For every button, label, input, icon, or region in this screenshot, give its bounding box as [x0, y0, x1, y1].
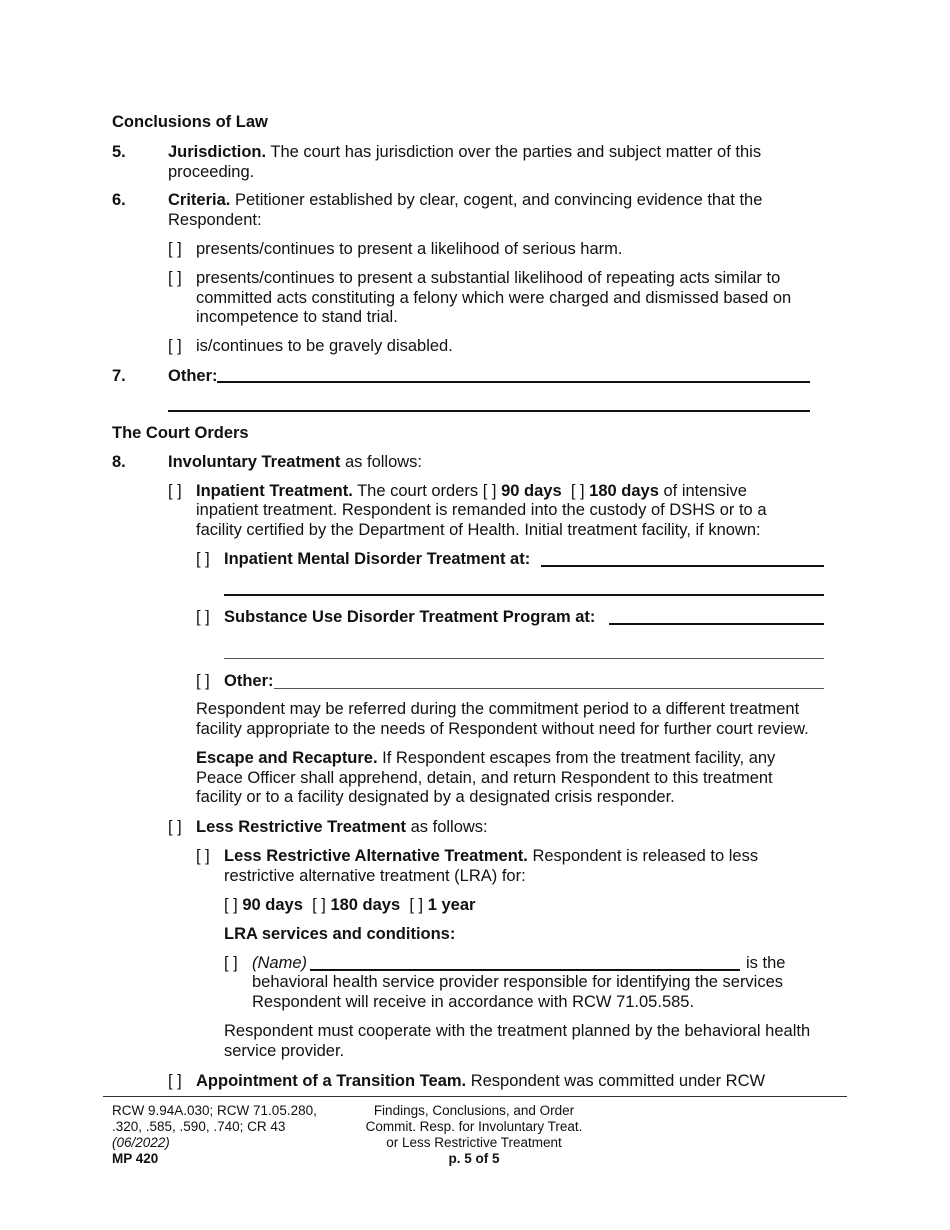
footer-title-line3: or Less Restrictive Treatment [386, 1135, 562, 1150]
lra-180-days: 180 days [330, 896, 401, 914]
criteria-harm-text: presents/continues to present a likelihood of serious harm. [196, 240, 623, 258]
lra-paragraph [224, 847, 794, 886]
item-7-other-field-line2[interactable] [168, 410, 810, 412]
mental-facility-field-line2[interactable] [224, 594, 824, 596]
inpatient-checkbox[interactable]: [ ] [168, 482, 182, 500]
cooperate-text: Respondent must cooperate with the treatment planned by the behavioral health service provider. [224, 1022, 811, 1060]
inpatient-180-checkbox[interactable]: [ ] [570, 482, 585, 500]
inpatient-label: Inpatient Treatment. [196, 482, 353, 500]
transition-checkbox[interactable]: [ ] [168, 1072, 182, 1090]
provider-checkbox[interactable]: [ ] [224, 954, 238, 972]
lra-checkbox[interactable]: [ ] [196, 847, 210, 865]
escape-label: Escape and Recapture. [196, 749, 378, 767]
provider-name-field[interactable] [310, 969, 740, 971]
item-8-label: Involuntary Treatment [168, 453, 341, 471]
inpatient-text-c: inpatient treatment. Respondent is remanded into the custody of DSHS or to a facility certified by the Department of Health. Initial treatment facility, if known: [196, 501, 767, 539]
footer-center [324, 1103, 624, 1167]
less-restrictive-label: Less Restrictive Treatment [196, 818, 407, 836]
provider-name-suffix: is the [746, 954, 786, 972]
substance-facility-field-line2[interactable] [224, 658, 824, 659]
less-restrictive-text: as follows: [410, 818, 488, 836]
substance-checkbox[interactable]: [ ] [196, 608, 210, 626]
conclusions-heading: Conclusions of Law [112, 113, 268, 131]
transition-label: Appointment of a Transition Team. [196, 1072, 467, 1090]
provider-name-label: (Name) [252, 954, 308, 972]
inpatient-90-days: 90 days [501, 482, 562, 500]
item-6-number: 6. [112, 191, 126, 209]
item-5-number: 5. [112, 143, 126, 161]
substance-label: Substance Use Disorder Treatment Program at: [224, 608, 596, 626]
footer-rcw-line1: RCW 9.94A.030; RCW 71.05.280, [112, 1103, 317, 1118]
footer-date: (06/2022) [112, 1135, 170, 1150]
footer-left [112, 1103, 317, 1167]
item-8-text [168, 453, 422, 472]
lra-90-days: 90 days [242, 896, 303, 914]
criteria-disabled-checkbox[interactable]: [ ] [168, 337, 182, 355]
item-8-body: as follows: [344, 453, 422, 471]
substance-facility-field[interactable] [609, 623, 824, 625]
inpatient-other-label: Other: [224, 672, 274, 690]
criteria-felony-text: presents/continues to present a substantial likelihood of repeating acts similar to committed acts constituting a felony which were charged and dismissed based on incompetence to stand trial. [196, 269, 792, 326]
inpatient-other-checkbox[interactable]: [ ] [196, 672, 210, 690]
item-7-label: Other: [168, 367, 218, 385]
escape-paragraph [196, 749, 806, 808]
item-6-text [168, 191, 808, 230]
inpatient-line1 [196, 482, 747, 501]
mental-checkbox[interactable]: [ ] [196, 550, 210, 568]
inpatient-text-a: The court orders [357, 482, 479, 500]
lra-text: Respondent is released to less restrictive alternative treatment (LRA) for: [224, 847, 759, 885]
footer-form-number: MP 420 [112, 1151, 159, 1166]
item-8-number: 8. [112, 453, 126, 471]
escape-text: If Respondent escapes from the treatment facility, any Peace Officer shall apprehend, detain, and return Respondent to this treatment facility or to a facility designated by a designated crisis responder. [196, 749, 776, 806]
transition-text: Respondent was committed under RCW [470, 1072, 766, 1090]
item-6-body: Petitioner established by clear, cogent, and convincing evidence that the Respondent: [168, 191, 763, 229]
footer-title-line2: Commit. Resp. for Involuntary Treat. [365, 1119, 583, 1134]
item-7-other-field[interactable] [217, 381, 810, 383]
item-7-number: 7. [112, 367, 126, 385]
criteria-felony-checkbox[interactable]: [ ] [168, 269, 182, 287]
lra-1-year: 1 year [427, 896, 476, 914]
footer-title-line1: Findings, Conclusions, and Order [373, 1103, 575, 1118]
inpatient-text-b: of intensive [663, 482, 747, 500]
inpatient-180-days: 180 days [589, 482, 659, 500]
referral-text: Respondent may be referred during the commitment period to a different treatment facility appropriate to the needs of Respondent without need for further court review. [196, 700, 809, 738]
transition-line [196, 1072, 765, 1091]
inpatient-90-checkbox[interactable]: [ ] [482, 482, 497, 500]
orders-heading: The Court Orders [112, 424, 249, 442]
mental-facility-field[interactable] [541, 565, 824, 567]
lra-services-heading: LRA services and conditions: [224, 925, 456, 943]
item-5-body: The court has jurisdiction over the parties and subject matter of this proceeding. [168, 143, 762, 181]
criteria-harm-checkbox[interactable]: [ ] [168, 240, 182, 258]
footer-divider [103, 1096, 847, 1097]
inpatient-other-field[interactable] [274, 688, 824, 689]
lra-1-year-checkbox[interactable]: [ ] [409, 896, 424, 914]
item-5-text [168, 143, 808, 182]
less-restrictive-line [196, 818, 488, 837]
provider-text: behavioral health service provider responsible for identifying the services Respondent will receive in accordance with RCW 71.05.585. [252, 973, 784, 1011]
lra-durations [224, 896, 475, 915]
less-restrictive-checkbox[interactable]: [ ] [168, 818, 182, 836]
footer-rcw-line2: .320, .585, .590, .740; CR 43 [112, 1119, 286, 1134]
item-6-label: Criteria. [168, 191, 231, 209]
mental-label: Inpatient Mental Disorder Treatment at: [224, 550, 531, 568]
lra-180-checkbox[interactable]: [ ] [312, 896, 326, 914]
lra-label: Less Restrictive Alternative Treatment. [224, 847, 528, 865]
footer-page-number: p. 5 of 5 [448, 1151, 500, 1166]
lra-90-checkbox[interactable]: [ ] [224, 896, 238, 914]
item-5-label: Jurisdiction. [168, 143, 267, 161]
criteria-disabled-text: is/continues to be gravely disabled. [196, 337, 453, 355]
